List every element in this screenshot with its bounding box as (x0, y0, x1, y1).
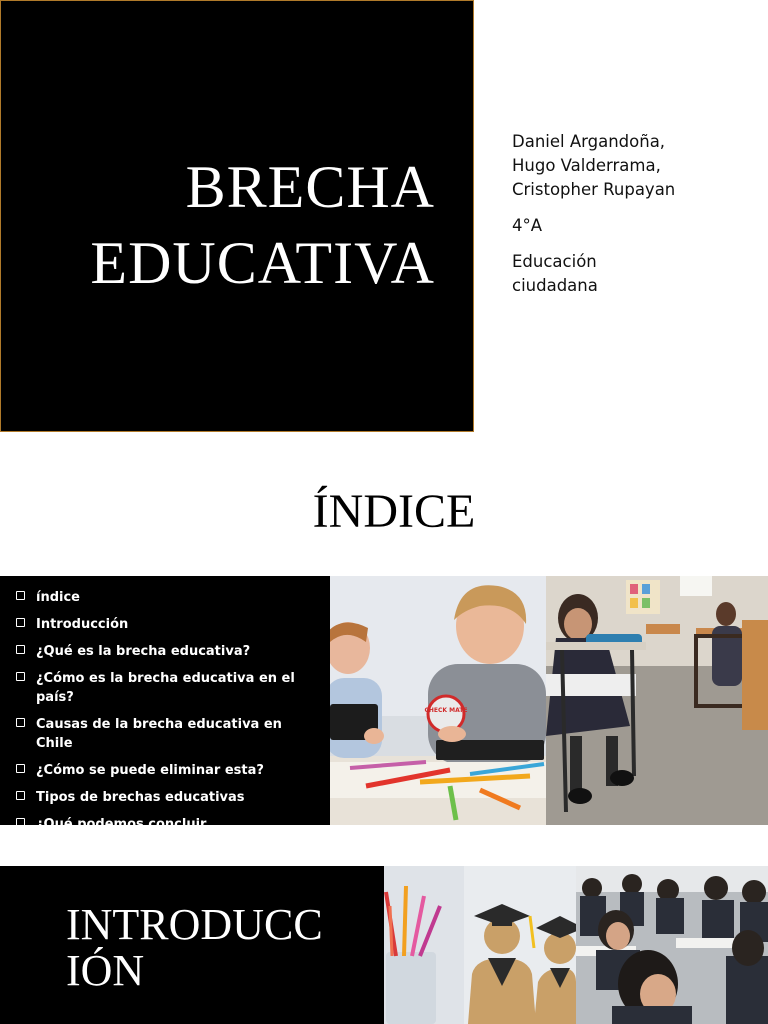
index-item (16, 588, 320, 607)
index-item-label: índice (36, 590, 80, 605)
index-item-label: ¿Qué es la brecha educativa? (36, 644, 251, 659)
tshirt-text: CHECK MATE (424, 707, 468, 714)
index-item (16, 669, 320, 707)
graduation-figures-photo (384, 866, 576, 1024)
index-item (16, 642, 320, 661)
checkbox-bullet-icon (16, 718, 25, 727)
index-item-label: Tipos de brechas educativas (36, 790, 245, 805)
index-title: ÍNDICE (312, 485, 476, 538)
title-line-1: BRECHA (185, 154, 435, 220)
author-names: Daniel Argandoña, Hugo Valderrama, Cristopher Rupayan (512, 132, 676, 199)
checkbox-bullet-icon (16, 618, 25, 627)
checkbox-bullet-icon (16, 672, 25, 681)
index-item-label: Introducción (36, 617, 129, 632)
title-slide-box (0, 0, 474, 432)
students-exam-photo (576, 866, 768, 1024)
index-item-label: ¿Cómo es la brecha educativa en el país? (36, 671, 295, 705)
index-item-label: ¿Qué podemos concluir (36, 817, 207, 832)
presentation-title (90, 149, 435, 301)
classroom-illustration (546, 576, 768, 825)
title-line-2: EDUCATIVA (90, 230, 435, 296)
children-tablet-illustration (330, 576, 546, 825)
index-list (0, 576, 330, 834)
checkbox-bullet-icon (16, 645, 25, 654)
graduation-figures-illustration (384, 866, 576, 1024)
index-item (16, 615, 320, 634)
index-item (16, 761, 320, 780)
grade-label: 4°A (512, 216, 543, 235)
index-item-label: ¿Cómo se puede eliminar esta? (36, 763, 264, 778)
checkbox-bullet-icon (16, 764, 25, 773)
intro-title-line-2: IÓN (66, 946, 145, 995)
checkbox-bullet-icon (16, 591, 25, 600)
classroom-photo (546, 576, 768, 825)
intro-title (66, 902, 366, 994)
index-panel (0, 576, 330, 832)
checkbox-bullet-icon (16, 818, 25, 827)
index-item (16, 788, 320, 807)
checkbox-bullet-icon (16, 791, 25, 800)
index-item-label: Causas de la brecha educativa en Chile (36, 717, 282, 751)
index-item (16, 715, 320, 753)
children-tablet-photo (330, 576, 546, 825)
intro-title-line-1: INTRODUCC (66, 900, 323, 949)
author-info (512, 130, 752, 310)
subject-label: Educación ciudadana (512, 252, 598, 295)
students-exam-illustration (576, 866, 768, 1024)
index-item (16, 815, 320, 834)
